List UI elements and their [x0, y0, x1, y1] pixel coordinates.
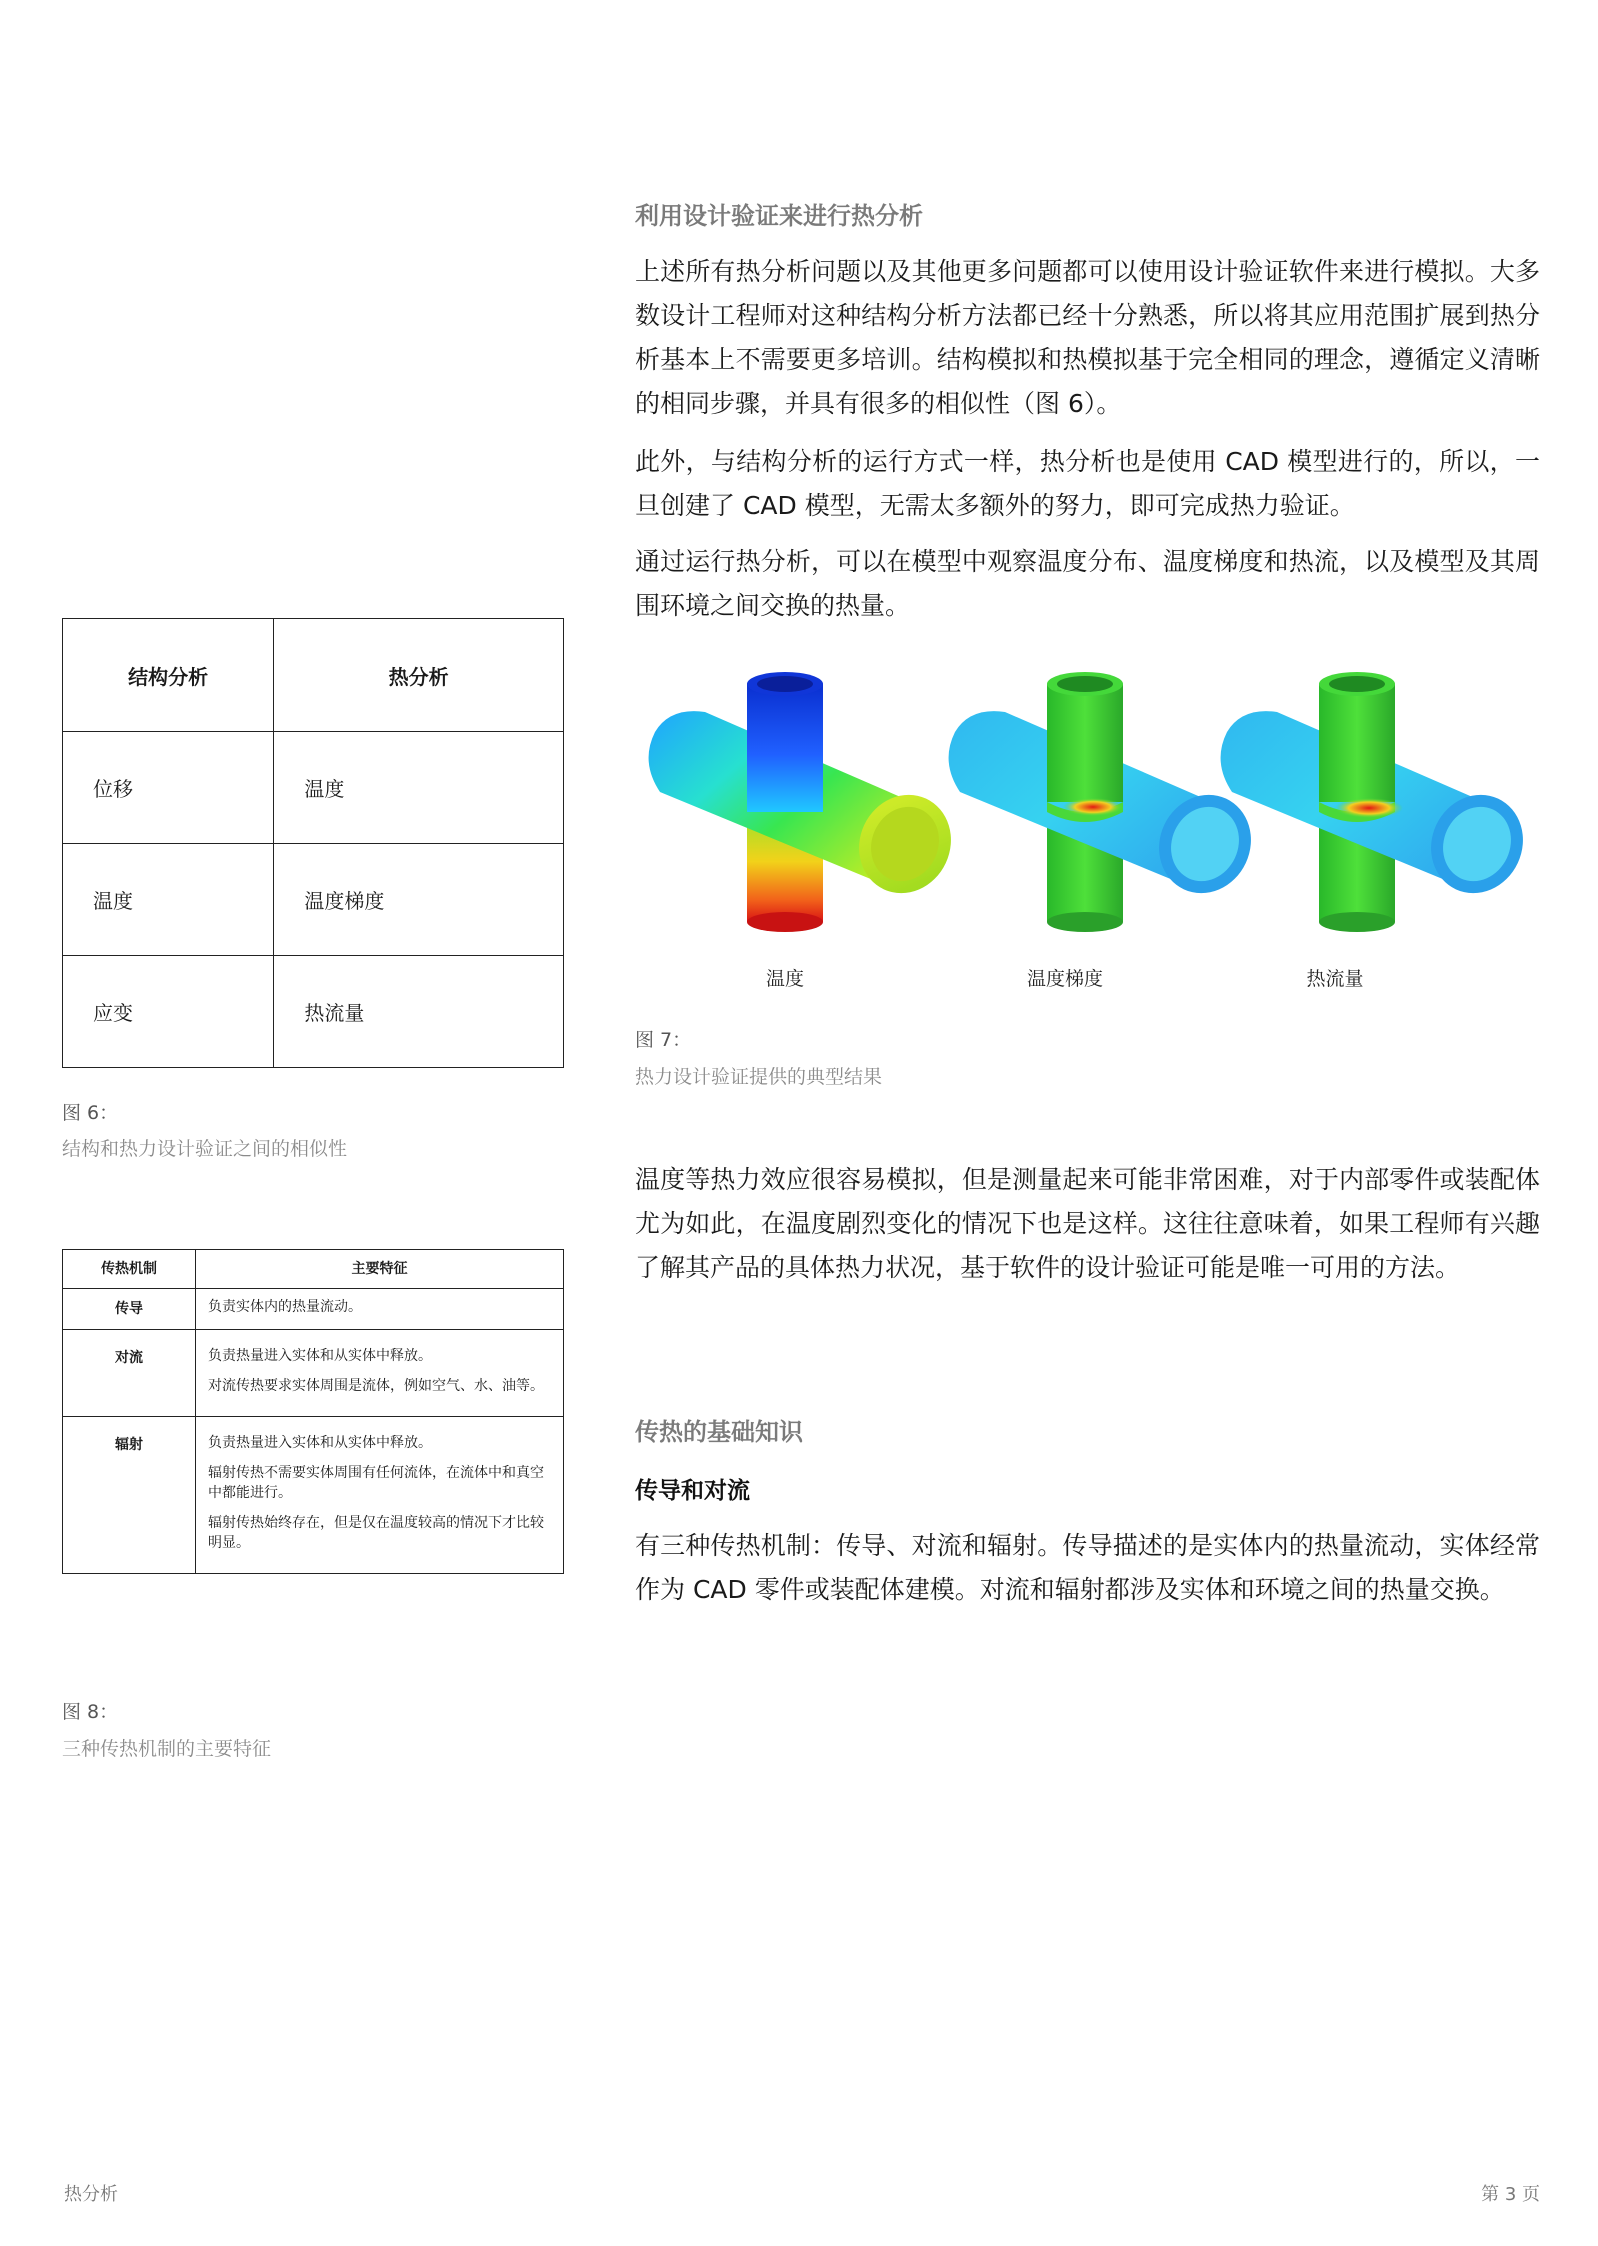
table-row: [63, 844, 564, 956]
figure-7-thermal-results: [635, 672, 1535, 1012]
mechanism-cell: 对流: [63, 1330, 196, 1417]
mechanism-cell: 辐射: [63, 1417, 196, 1574]
feature-cell: [196, 1289, 564, 1330]
feature-cell: [196, 1417, 564, 1574]
heat-flux-model: [1221, 672, 1535, 932]
paragraph-intro: 上述所有热分析问题以及其他更多问题都可以使用设计验证软件来进行模拟。大多数设计工程师对这种结构分析方法都已经十分熟悉，所以将其应用范围扩展到热分析基本上不需要更多培训。结构模拟和热模拟基于完全相同的理念，遵循定义清晰的相同步骤，并具有很多的相似性（图 6）。: [635, 257, 1540, 418]
temperature-model: [649, 672, 967, 932]
figure-label-heat-flux: 热流量: [1306, 968, 1364, 990]
feature-cell: [196, 1330, 564, 1417]
figure-7-number: 图 7：: [635, 1029, 692, 1051]
paragraph-mechanisms: 有三种传热机制：传导、对流和辐射。传导描述的是实体内的热量流动，实体经常作为 CAD 零件或装配体建模。对流和辐射都涉及实体和环境之间的热量交换。: [635, 1531, 1540, 1604]
pipe-cross-renders: [635, 672, 1535, 932]
table-cell: 温度梯度: [274, 844, 564, 956]
feature-text: 辐射传热始终存在，但是仅在温度较高的情况下才比较明显。: [208, 1515, 544, 1551]
table-row: [63, 956, 564, 1068]
table-header-cell: 传热机制: [63, 1250, 196, 1289]
feature-text: 辐射传热不需要实体周围有任何流体，在流体中和真空中都能进行。: [208, 1465, 544, 1501]
figure-6-number: 图 6：: [62, 1102, 119, 1124]
figure-6-similarity-table: [62, 618, 564, 1068]
section-heading-thermal-analysis: 利用设计验证来进行热分析: [635, 202, 923, 230]
table-header-cell: 热分析: [274, 619, 564, 732]
feature-text: 负责实体内的热量流动。: [208, 1299, 362, 1315]
paragraph-cad-model: 此外，与结构分析的运行方式一样，热分析也是使用 CAD 模型进行的，所以，一旦创建了 CAD 模型，无需太多额外的努力，即可完成热力验证。: [635, 447, 1540, 520]
table-row: [63, 1289, 564, 1330]
table-cell: 应变: [63, 956, 274, 1068]
figure-label-temperature: 温度: [765, 968, 804, 990]
figure-8-heat-transfer-table: [62, 1249, 564, 1574]
figure-7-caption: 热力设计验证提供的典型结果: [635, 1066, 883, 1088]
figure-label-temperature-gradient: 温度梯度: [1026, 968, 1103, 990]
subheading-conduction-convection: 传导和对流: [635, 1478, 750, 1504]
table-row: [63, 1330, 564, 1417]
table-header-cell: 结构分析: [63, 619, 274, 732]
table-header-row: [63, 619, 564, 732]
table-cell: 温度: [63, 844, 274, 956]
feature-text: 对流传热要求实体周围是流体，例如空气、水、油等。: [208, 1378, 544, 1394]
paragraph-observations: 通过运行热分析，可以在模型中观察温度分布、温度梯度和热流，以及模型及其周围环境之间交换的热量。: [635, 547, 1540, 620]
feature-text: 负责热量进入实体和从实体中释放。: [208, 1435, 432, 1451]
table-cell: 温度: [274, 732, 564, 844]
footer-document-title: 热分析: [64, 2184, 118, 2205]
table-row: [63, 1417, 564, 1574]
temperature-gradient-model: [949, 672, 1267, 932]
figure-8-caption: 三种传热机制的主要特征: [62, 1738, 272, 1760]
paragraph-measurement: 温度等热力效应很容易模拟，但是测量起来可能非常困难，对于内部零件或装配体尤为如此，在温度剧烈变化的情况下也是这样。这往往意味着，如果工程师有兴趣了解其产品的具体热力状况，基于软件的设计验证可能是唯一可用的方法。: [635, 1165, 1540, 1282]
table-row: [63, 732, 564, 844]
table-header-cell: 主要特征: [196, 1250, 564, 1289]
section-heading-heat-transfer-basics: 传热的基础知识: [635, 1418, 803, 1446]
feature-text: 负责热量进入实体和从实体中释放。: [208, 1348, 432, 1364]
figure-6-caption: 结构和热力设计验证之间的相似性: [62, 1138, 348, 1160]
table-cell: 热流量: [274, 956, 564, 1068]
mechanism-cell: 传导: [63, 1289, 196, 1330]
footer-page-number: 第 3 页: [1481, 2184, 1540, 2205]
table-header-row: [63, 1250, 564, 1289]
table-cell: 位移: [63, 732, 274, 844]
figure-8-number: 图 8：: [62, 1701, 119, 1723]
